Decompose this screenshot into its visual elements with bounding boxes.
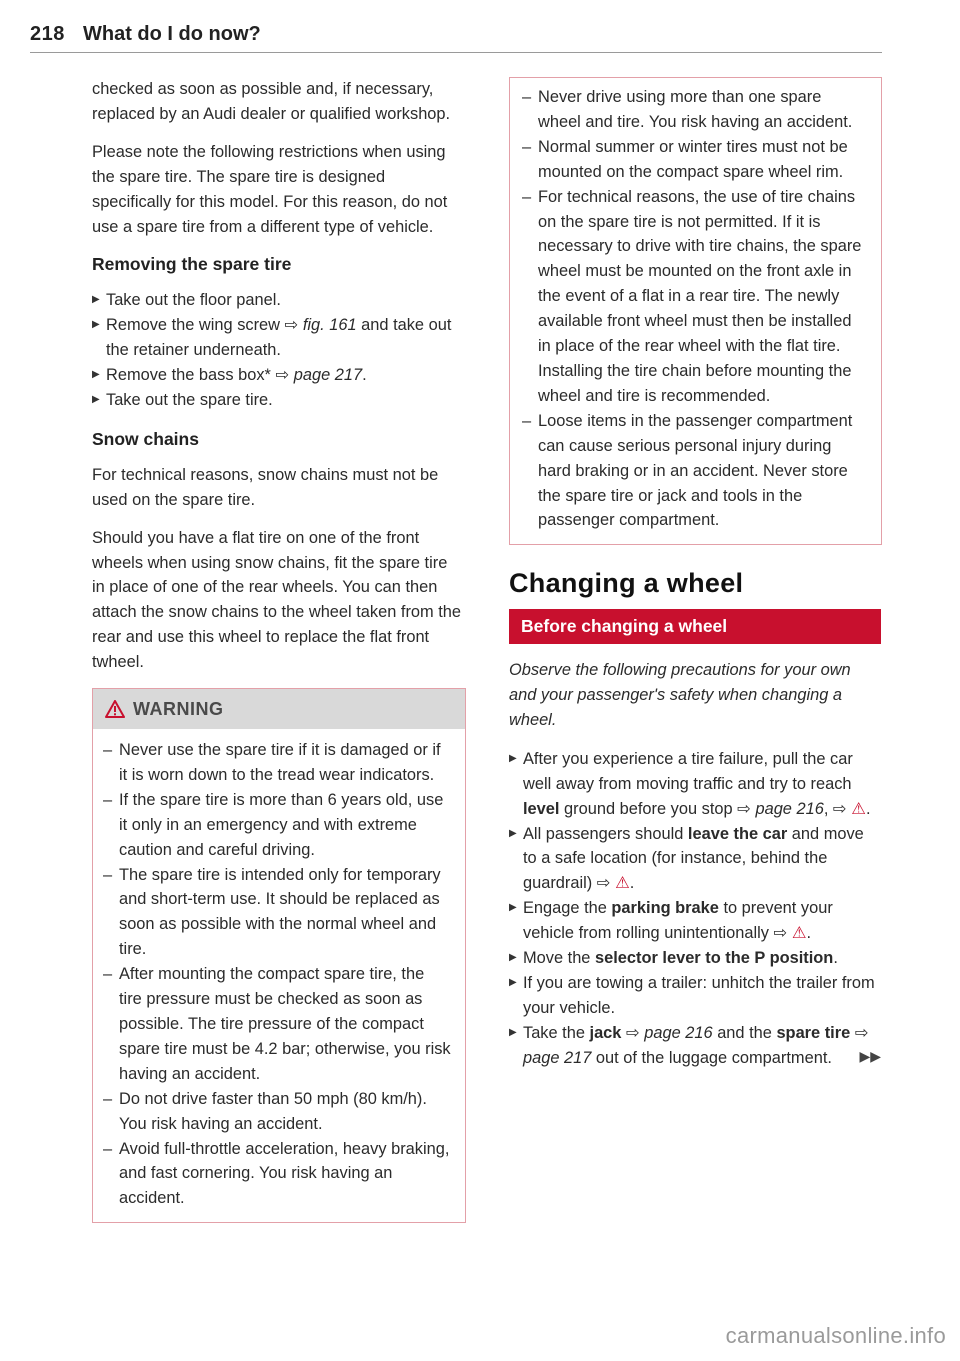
- intro-text: Observe the following precautions for your own and your passenger's safety when changing a wheel.: [509, 661, 851, 729]
- triangle-bullet-icon: ▶: [92, 393, 100, 405]
- page-reference-link[interactable]: ⇨ page 216: [621, 1023, 713, 1042]
- warning-triangle-icon[interactable]: ⚠: [851, 799, 866, 818]
- triangle-bullet-icon: ▶: [92, 369, 100, 381]
- subsection-title: Before changing a wheel: [509, 609, 881, 644]
- triangle-bullet-icon: ▶: [509, 1026, 517, 1038]
- list-item: ▶ Take out the floor panel.: [92, 288, 464, 313]
- watermark: carmanualsonline.info: [725, 1323, 946, 1349]
- triangle-bullet-icon: ▶: [92, 294, 100, 306]
- warning-title: WARNING: [133, 698, 224, 719]
- triangle-bullet-icon: ▶: [509, 827, 517, 839]
- list-item: ▶ After you experience a tire failure, pull the car well away from moving traffic and try to reach level ground before you stop ⇨ page 216, ⇨ ⚠.: [509, 747, 881, 822]
- snow-chains-heading: Snow chains: [92, 428, 199, 449]
- paragraph: Should you have a flat tire on one of the front wheels when using snow chains, fit the spare tire in place of one of the rear wheels. You can then attach the snow chains to the wheel taken from the rear and use this wheel to replace the flat front twheel.: [92, 528, 462, 672]
- warning-item: – Do not drive faster than 50 mph (80 km/h). You risk having an accident.: [103, 1089, 427, 1133]
- warning-triangle-icon: [105, 700, 125, 718]
- warning-item: – The spare tire is intended only for temporary and short-term use. It should be replaced as soon as possible with the normal wheel and tire.: [103, 865, 441, 959]
- page-reference-link[interactable]: ⇨ page 216: [737, 799, 824, 818]
- warning-item: – Avoid full-throttle acceleration, heavy braking, and fast cornering. You risk having an accident.: [103, 1139, 450, 1208]
- warning-item: – Never drive using more than one spare wheel and tire. You risk having an accident.: [522, 88, 853, 131]
- section-title: Changing a wheel: [509, 568, 744, 599]
- list-item: ▶ Remove the wing screw ⇨ fig. 161 and take out the retainer underneath.: [92, 313, 464, 363]
- triangle-bullet-icon: ▶: [509, 952, 517, 964]
- running-title: What do I do now?: [83, 23, 261, 45]
- removing-heading: Removing the spare tire: [92, 254, 292, 275]
- paragraph: Please note the following restrictions when using the spare tire. The spare tire is designed specifically for this model. For this reason, do not use a spare tire from a different type of vehicle.: [92, 142, 448, 236]
- page-reference-link[interactable]: ⇨ page 217: [523, 1023, 869, 1067]
- list-item: ▶ Take the jack ⇨ page 216 and the spare tire ⇨ page 217 out of the luggage compartment.: [509, 1021, 881, 1071]
- warning-item: – After mounting the compact spare tire, the tire pressure must be checked as soon as possible. The tire pressure of the compact spare tire must be 4.2 bar; otherwise, you risk having an accident.: [103, 965, 451, 1083]
- triangle-bullet-icon: ▶: [509, 977, 517, 988]
- right-column: [509, 77, 881, 1071]
- list-item: ▶ If you are towing a trailer: unhitch the trailer from your vehicle.: [509, 971, 881, 1021]
- warning-continuation-box: [509, 77, 882, 545]
- page-header: [30, 22, 882, 53]
- triangle-bullet-icon: ▶: [509, 902, 517, 914]
- list-item: ▶ All passengers should leave the car and move to a safe location (for instance, behind the guardrail) ⇨ ⚠.: [509, 822, 881, 897]
- list-item: ▶ Engage the parking brake to prevent your vehicle from rolling unintentionally ⇨ ⚠.: [509, 896, 881, 946]
- list-item: ▶ Take out the spare tire.: [92, 388, 464, 413]
- figure-reference-link[interactable]: ⇨ fig. 161: [284, 316, 357, 335]
- left-column: [92, 77, 464, 1223]
- list-item: ▶ Remove the bass box* ⇨ page 217.: [92, 363, 464, 388]
- page-reference-link[interactable]: ⇨ page 217: [275, 366, 363, 385]
- triangle-bullet-icon: ▶: [509, 752, 517, 764]
- removing-steps: [92, 288, 464, 413]
- procedure-steps: [509, 747, 881, 1071]
- warning-item: – If the spare tire is more than 6 years old, use it only in an emergency and with extreme caution and careful driving.: [103, 790, 444, 859]
- warning-triangle-icon[interactable]: ⚠: [615, 874, 630, 893]
- continue-arrow-icon: ▶▶: [859, 1047, 881, 1064]
- warning-item: – Loose items in the passenger compartment can cause serious personal injury during hard braking or in an accident. Never store the spare tire or jack and tools in the passenger compartment.: [522, 411, 853, 530]
- warning-triangle-icon[interactable]: ⚠: [791, 924, 807, 943]
- paragraph: For technical reasons, snow chains must not be used on the spare tire.: [92, 465, 439, 509]
- warning-box: [92, 688, 466, 1223]
- warning-body: [93, 729, 465, 1222]
- paragraph: checked as soon as possible and, if necessary, replaced by an Audi dealer or qualified workshop.: [92, 80, 451, 123]
- warning-item: – Normal summer or winter tires must not be mounted on the compact spare wheel rim.: [522, 137, 848, 181]
- page-number: 218: [30, 23, 65, 45]
- list-item: ▶ Move the selector lever to the P position.: [509, 946, 881, 971]
- triangle-bullet-icon: ▶: [92, 319, 100, 331]
- warning-header: [93, 689, 465, 729]
- warning-item: – For technical reasons, the use of tire chains on the spare tire is not permitted. If it is necessary to drive with tire chains, the spare wheel must be mounted on the front axle in the event of a flat in a rear tire. The newly available front wheel must then be installed in place of the rear wheel with the flat tire. Installing the tire chain before mounting the wheel and tire is recommended.: [522, 187, 862, 405]
- warning-item: – Never use the spare tire if it is damaged or if it is worn down to the tread wear indicators.: [103, 741, 441, 784]
